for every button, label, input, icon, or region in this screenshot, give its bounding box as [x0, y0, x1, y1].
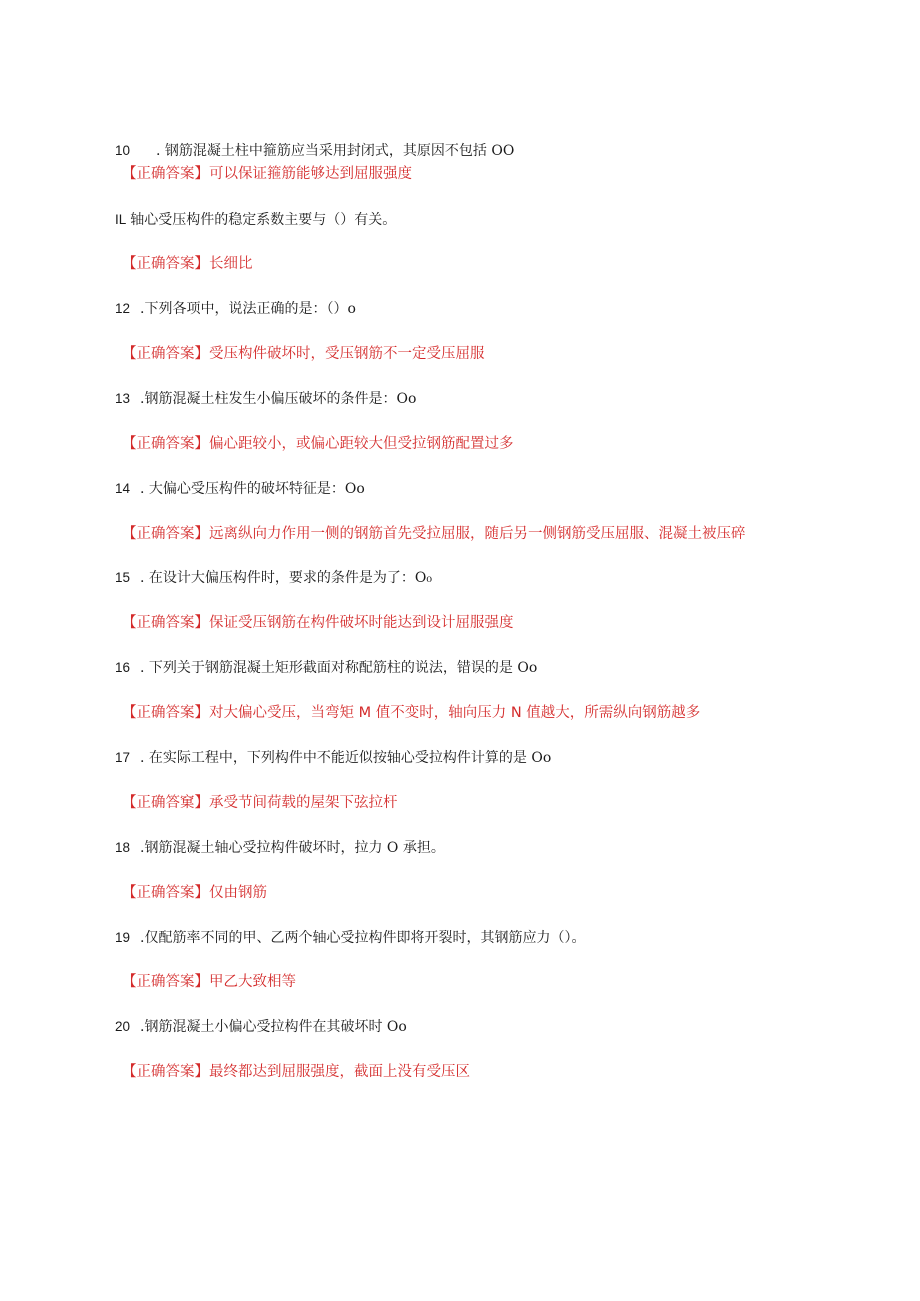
answer-text: 偏心距较小，或偏心距较大但受拉钢筋配置过多 [209, 436, 514, 452]
answer-tag: 【正确答案】 [122, 974, 209, 990]
answer-13 [122, 435, 514, 453]
answer-16 [122, 704, 700, 722]
question-number: 15 [115, 570, 131, 585]
answer-20 [122, 1063, 470, 1081]
answer-text: 最终都达到屈服强度，截面上没有受压区 [209, 1064, 470, 1080]
answer-tag: 【正确答案】 [122, 705, 209, 721]
answer-text: 仅由钢筋 [209, 885, 267, 901]
question-text: . 在设计大偏压构件时，要求的条件是为了：O₀ [140, 570, 433, 586]
question-text: . 下列关于钢筋混凝土矩形截面对称配筋柱的说法，错误的是 Oo [140, 660, 538, 676]
answer-tag: 【正确答案】 [122, 526, 209, 542]
question-number: 19 [115, 930, 131, 945]
answer-text: 受压构件破坏时，受压钢筋不一定受压屈服 [209, 346, 485, 362]
question-text: . 钢筋混凝土柱中箍筋应当采用封闭式，其原因不包括 OO [156, 143, 515, 159]
question-14 [115, 480, 365, 498]
question-text: 轴心受压构件的稳定系数主要与（）有关。 [130, 212, 397, 228]
answer-tag: 【正确答案】 [122, 346, 209, 362]
answer-15 [122, 614, 514, 632]
question-number: 18 [115, 840, 131, 855]
answer-11 [122, 255, 253, 273]
answer-tag: 【正确答案】 [122, 166, 209, 182]
question-number: 13 [115, 391, 131, 406]
question-text: .钢筋混凝土柱发生小偏压破坏的条件是：Oo [140, 391, 417, 407]
answer-tag: 【正确答案】 [122, 436, 209, 452]
answer-14 [122, 525, 746, 543]
answer-text: 远离纵向力作用一侧的钢筋首先受拉屈服，随后另一侧钢筋受压屈服、混凝土被压碎 [209, 526, 746, 542]
question-number: 17 [115, 750, 131, 765]
answer-text: 保证受压钢筋在构件破坏时能达到设计屈服强度 [209, 615, 514, 631]
question-text: .下列各项中，说法正确的是：（）o [140, 301, 356, 317]
question-20 [115, 1018, 407, 1036]
answer-text: 对大偏心受压，当弯矩 M 值不变时，轴向压力 N 值越大，所需纵向钢筋越多 [209, 705, 701, 721]
answer-10 [122, 165, 412, 183]
question-number: 20 [115, 1019, 131, 1034]
answer-tag: 【正确答案】 [122, 256, 209, 272]
question-number: 16 [115, 660, 131, 675]
answer-text: 长细比 [209, 256, 253, 272]
question-number: 10 [115, 143, 131, 158]
answer-tag: 【正确答案】 [122, 885, 209, 901]
question-number: 12 [115, 301, 131, 316]
answer-text: 甲乙大致相等 [209, 974, 296, 990]
question-text: .仅配筋率不同的甲、乙两个轴心受拉构件即将开裂时，其钢筋应力（）。 [140, 930, 586, 946]
answer-text: 承受节间荷载的屋架下弦拉杆 [209, 795, 398, 811]
question-12 [115, 300, 356, 318]
answer-tag: 【正确答窠】 [122, 795, 209, 811]
question-11 [115, 211, 396, 229]
question-text: . 在实际工程中，下列构件中不能近似按轴心受拉构件计算的是 Oo [140, 750, 552, 766]
answer-12 [122, 345, 485, 363]
question-number: IL [115, 212, 127, 227]
question-16 [115, 659, 537, 677]
answer-tag: 【正确答案】 [122, 1064, 209, 1080]
question-number: 14 [115, 481, 131, 496]
answer-tag: 【正确答案】 [122, 615, 209, 631]
question-19 [115, 929, 585, 947]
answer-18 [122, 884, 267, 902]
question-10 [115, 142, 514, 160]
question-13 [115, 390, 416, 408]
question-text: .钢筋混凝土小偏心受拉构件在其破坏时 Oo [140, 1019, 407, 1035]
answer-text: 可以保证箍筋能够达到屈服强度 [209, 166, 412, 182]
answer-19 [122, 973, 296, 991]
question-17 [115, 749, 551, 767]
question-18 [115, 839, 445, 857]
question-15 [115, 569, 432, 587]
question-text: .钢筋混凝土轴心受拉构件破坏时，拉力 O 承担。 [140, 840, 445, 856]
answer-17 [122, 794, 398, 812]
question-text: . 大偏心受压构件的破坏特征是：Oo [140, 481, 365, 497]
